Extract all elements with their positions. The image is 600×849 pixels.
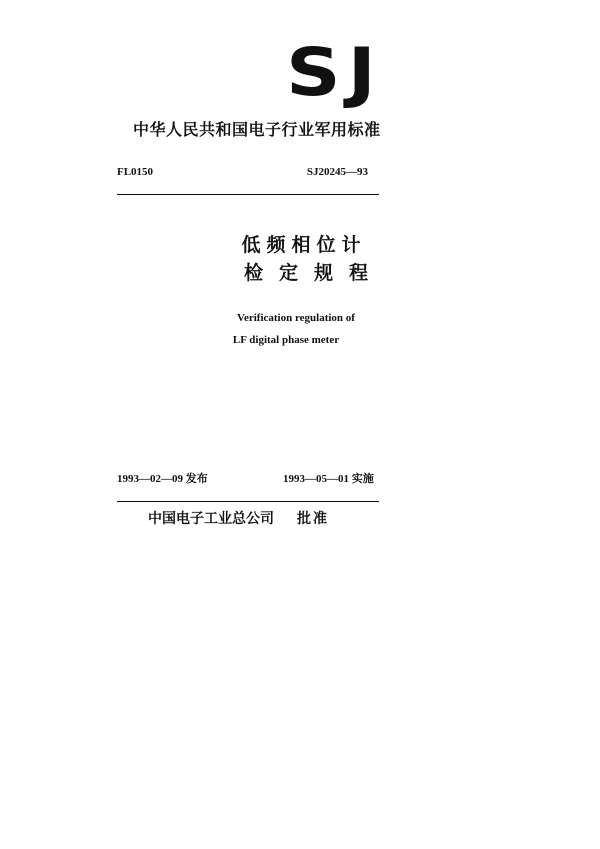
title-english-line1: Verification regulation of (237, 312, 355, 324)
top-divider (117, 194, 379, 195)
title-english-line2: LF digital phase meter (232, 334, 340, 346)
sj-logo: SJ (286, 34, 383, 111)
issue-date: 1993—02—09 发布 (117, 473, 208, 485)
effective-date: 1993—05—01 实施 (283, 473, 374, 485)
bottom-divider (117, 501, 379, 502)
approval-label: 批准 (297, 511, 329, 527)
title-chinese-line1: 低频相位计 (241, 234, 367, 256)
title-chinese-line2: 检定规程 (243, 262, 384, 284)
approving-authority: 中国电子工业总公司 (148, 511, 274, 527)
classification-code: FL0150 (117, 166, 154, 178)
standard-organization: 中华人民共和国电子行业军用标准 (133, 120, 381, 139)
standard-number: SJ20245—93 (306, 166, 368, 178)
